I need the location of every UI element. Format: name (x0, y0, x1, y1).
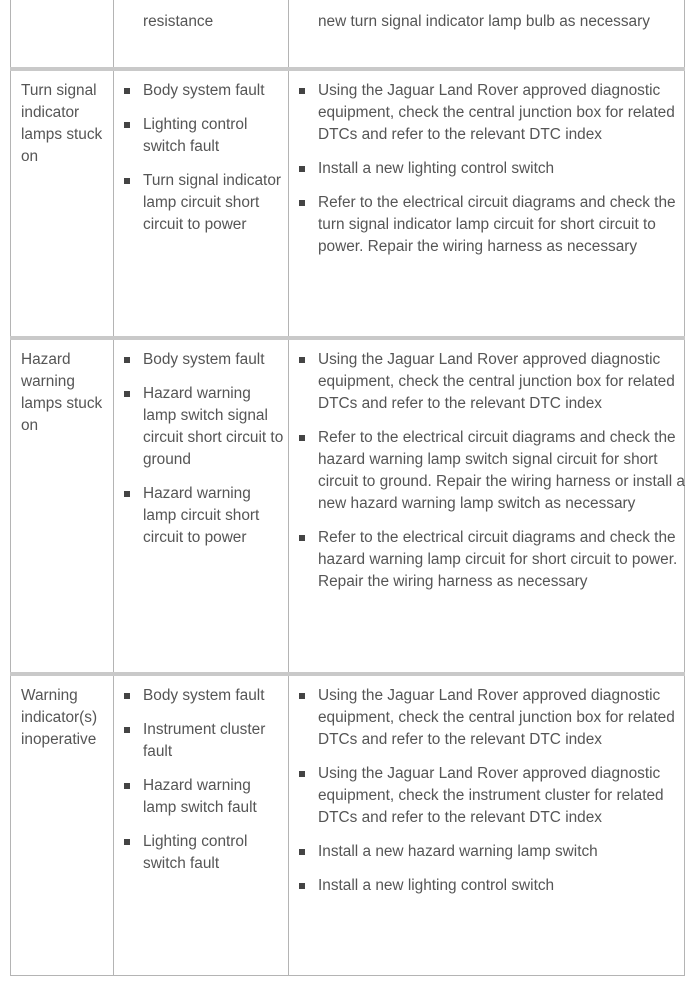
table-row-symptom (10, 685, 112, 751)
symptom-text: Turn signal indicator lamps stuck on (21, 82, 103, 165)
bullet-icon (299, 200, 305, 206)
bullet-icon (124, 122, 130, 128)
bullet-icon (299, 771, 305, 777)
action-list (289, 685, 685, 909)
bullet-icon (124, 839, 130, 845)
bullet-icon (124, 88, 130, 94)
list-item: Body system fault (114, 685, 287, 707)
bullet-icon (299, 693, 305, 699)
bullet-icon (124, 491, 130, 497)
row-separator (10, 672, 685, 676)
list-item: Hazard warning lamp circuit short circuit to power (114, 483, 287, 549)
bullet-icon (299, 435, 305, 441)
bullet-icon (124, 357, 130, 363)
list-item: Hazard warning lamp switch fault (114, 775, 287, 819)
list-item: Using the Jaguar Land Rover approved diagnostic equipment, check the instrument cluster for related DTCs and refer to the relevant DTC index (289, 763, 685, 829)
bullet-icon (124, 391, 130, 397)
list-item: Hazard warning lamp switch signal circuit short circuit to ground (114, 383, 287, 471)
list-item: Refer to the electrical circuit diagrams and check the hazard warning lamp circuit for short circuit to power. Repair the wiring harness as necessary (289, 527, 685, 593)
list-item: Instrument cluster fault (114, 719, 287, 763)
bullet-icon (299, 166, 305, 172)
table-row-symptom (10, 349, 112, 437)
bullet-icon (299, 849, 305, 855)
list-item: Body system fault (114, 349, 287, 371)
symptom-text: Warning indicator(s) inoperative (21, 687, 98, 748)
table-row-partial (114, 11, 287, 33)
bullet-icon (124, 693, 130, 699)
cause-text: resistance (143, 13, 214, 30)
bullet-icon (299, 535, 305, 541)
list-item: Using the Jaguar Land Rover approved diagnostic equipment, check the central junction box for related DTCs and refer to the relevant DTC index (289, 685, 685, 751)
list-item: Body system fault (114, 80, 287, 102)
action-list (289, 80, 685, 270)
row-separator (10, 336, 685, 340)
row-separator (10, 67, 685, 71)
cause-list (114, 685, 287, 887)
bullet-icon (124, 178, 130, 184)
list-item: Install a new hazard warning lamp switch (289, 841, 685, 863)
bullet-icon (299, 357, 305, 363)
cause-list (114, 349, 287, 561)
table-row-symptom (10, 80, 112, 168)
list-item: Install a new lighting control switch (289, 158, 685, 180)
bullet-icon (299, 883, 305, 889)
cause-list (114, 80, 287, 248)
list-item: Turn signal indicator lamp circuit short circuit to power (114, 170, 287, 236)
list-item: Refer to the electrical circuit diagrams and check the turn signal indicator lamp circuit for short circuit to power. Repair the wiring harness as necessary (289, 192, 685, 258)
list-item: Lighting control switch fault (114, 114, 287, 158)
action-list (289, 349, 685, 605)
list-item: Using the Jaguar Land Rover approved diagnostic equipment, check the central junction box for related DTCs and refer to the relevant DTC index (289, 349, 685, 415)
action-text: new turn signal indicator lamp bulb as necessary (318, 13, 650, 30)
bullet-icon (299, 88, 305, 94)
symptom-text: Hazard warning lamps stuck on (21, 351, 103, 434)
list-item: Install a new lighting control switch (289, 875, 685, 897)
bullet-icon (124, 783, 130, 789)
list-item: Using the Jaguar Land Rover approved diagnostic equipment, check the central junction box for related DTCs and refer to the relevant DTC index (289, 80, 685, 146)
bullet-icon (124, 727, 130, 733)
list-item: Refer to the electrical circuit diagrams and check the hazard warning lamp switch signal circuit for short circuit to ground. Repair the wiring harness or install a new hazard warning lamp switch as necessary (289, 427, 685, 515)
table-row-partial (289, 11, 685, 33)
list-item: Lighting control switch fault (114, 831, 287, 875)
